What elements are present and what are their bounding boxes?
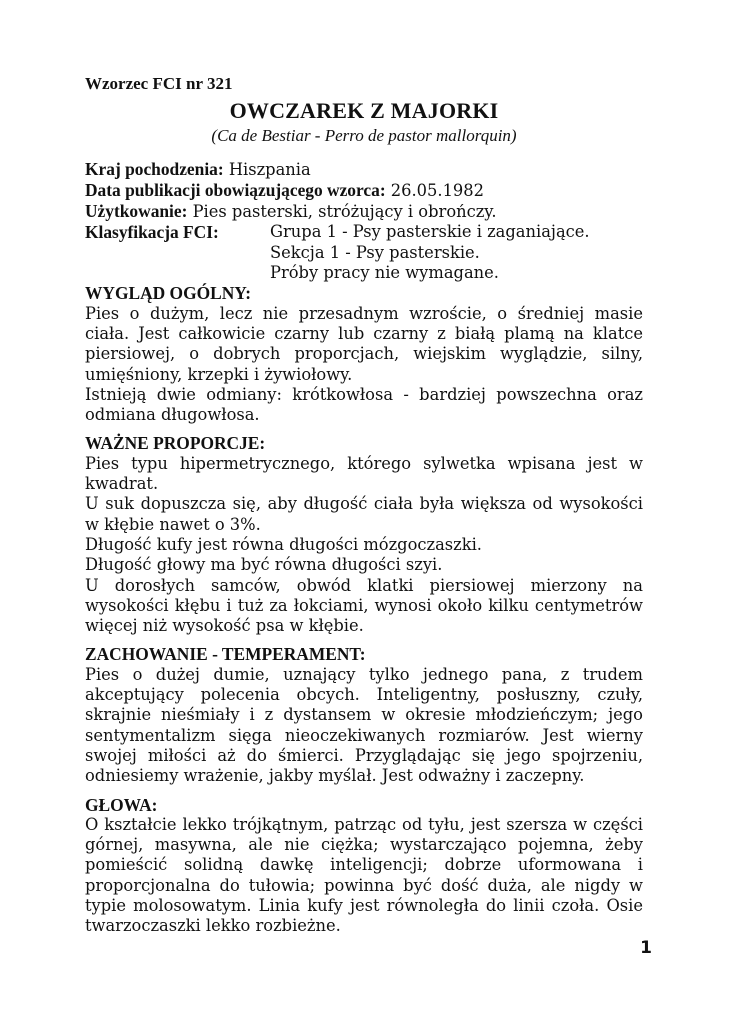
paragraph: Istnieją dwie odmiany: krótkowłosa - bardziej powszechna oraz odmiana długowłosa. xyxy=(85,384,643,425)
usage-label: Użytkowanie: xyxy=(85,201,188,222)
paragraph: U dorosłych samców, obwód klatki piersiowej mierzony na wysokości kłębu i tuż za łokciami, wynosi około kilku centymetrów więcej niż wysokość psa w kłębie. xyxy=(85,575,643,636)
publication-date-value: 26.05.1982 xyxy=(385,180,485,200)
paragraph: U suk dopuszcza się, aby długość ciała była większa od wysokości w kłębie nawet o 3%. xyxy=(85,494,643,534)
section-general-appearance xyxy=(85,283,643,425)
publication-date-line xyxy=(85,180,643,201)
section-heading: WYGLĄD OGÓLNY: xyxy=(85,283,252,304)
classification-values xyxy=(270,222,590,283)
standard-number: Wzorzec FCI nr 321 xyxy=(85,74,233,93)
origin-line xyxy=(85,159,643,180)
breed-alt-names: (Ca de Bestiar - Perro de pastor mallorquin) xyxy=(211,126,517,146)
usage-value: Pies pasterski, stróżujący i obrończy. xyxy=(187,202,497,222)
section-heading: ZACHOWANIE - TEMPERAMENT: xyxy=(85,644,366,665)
section-behaviour-temperament xyxy=(85,644,643,786)
section-head xyxy=(85,795,643,937)
paragraph: Pies typu hipermetrycznego, którego sylwetka wpisana jest w kwadrat. xyxy=(85,453,643,494)
paragraph: Długość kufy jest równa długości mózgoczaszki. xyxy=(85,534,482,554)
page-number: 1 xyxy=(640,938,652,958)
paragraph: Długość głowy ma być równa długości szyi. xyxy=(85,555,443,575)
classification-section: Sekcja 1 - Psy pasterskie. xyxy=(270,242,480,262)
origin-label: Kraj pochodzenia: xyxy=(85,158,224,179)
origin-value: Hiszpania xyxy=(223,159,311,179)
document-page xyxy=(85,74,643,937)
section-heading: WAŻNE PROPORCJE: xyxy=(85,433,266,454)
classification-group: Grupa 1 - Psy pasterskie i zaganiające. xyxy=(270,222,590,242)
paragraph: O kształcie lekko trójkątnym, patrząc od tyłu, jest szersza w części górnej, masywna, ale nie ciężka; wystarczająco pojemna, żeby pomieścić solidną dawkę inteligencji; dobrze uformowana i proporcjonalna do tułowia; powinna być dość duża, ale nigdy w typie molosowatym. Linia kufy jest równoległa do linii czoła. Osie twarzoczaszki lekko rozbieżne. xyxy=(85,814,643,936)
section-important-proportions xyxy=(85,433,643,636)
breed-title: OWCZAREK Z MAJORKI xyxy=(229,98,499,124)
fci-classification xyxy=(85,222,643,283)
classification-label: Klasyfikacja FCI: xyxy=(85,222,219,243)
publication-date-label: Data publikacji obowiązującego wzorca: xyxy=(85,179,386,200)
paragraph: Pies o dużym, lecz nie przesadnym wzroście, o średniej masie ciała. Jest całkowicie czarny lub czarny z białą plamą na klatce piersiowej, o dobrych proporcjach, wiejskim wyglądzie, silny, umięśniony, krzepki i żywiołowy. xyxy=(85,303,643,384)
section-heading: GŁOWA: xyxy=(85,794,158,815)
classification-working-trial: Próby pracy nie wymagane. xyxy=(270,263,499,283)
usage-line xyxy=(85,201,643,222)
paragraph: Pies o dużej dumie, uznający tylko jednego pana, z trudem akceptujący polecenia obcych. Inteligentny, posłuszny, czuły, skrajnie nieśmiały i z dystansem w okresie młodzieńczym; jego sentymentalizm sięga nieoczekiwanych rozmiarów. Jest wierny swojej miłości aż do śmierci. Przyglądając się jego spojrzeniu, odniesiemy wrażenie, jakby myślał. Jest odważny i zaczepny. xyxy=(85,664,643,786)
